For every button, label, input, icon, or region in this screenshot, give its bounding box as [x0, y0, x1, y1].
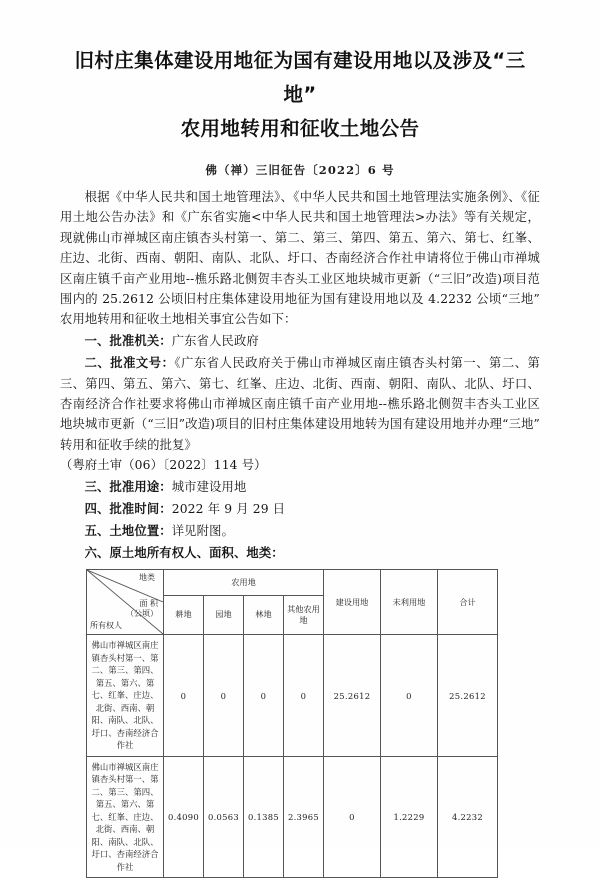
item-value-3: 城市建设用地: [171, 480, 247, 495]
item-label-6: 六、原土地所有权人、面积、地类：: [84, 544, 284, 560]
land-ownership-table: [86, 569, 498, 878]
header-construction-land: 建设用地: [324, 570, 381, 635]
corner-label-land-class: 地类: [139, 573, 155, 583]
table-row: [87, 635, 498, 757]
corner-label-owner: 所有权人: [90, 621, 122, 631]
row-1-unused: 0: [381, 635, 438, 757]
item-label-4: 四、批准时间：: [84, 501, 172, 517]
row-1-construction: 25.2612: [324, 635, 381, 757]
header-cultivated-land: 耕地: [164, 595, 204, 635]
header-other-agricultural-land: 其他农用地: [284, 595, 324, 635]
intro-paragraph: 根据《中华人民共和国土地管理法》、《中华人民共和国土地管理法实施条例》、《征用土地公告办法》和《广东省实施<中华人民共和国土地管理法>办法》等有关规定，现就佛山市禅城区南庄镇杏头村第一、第二、第三、第四、第五、第六、第七、红峯、庄边、北街、西南、朝阳、南队、北队、圩口、杏南经济合作社申请将位于佛山市禅城区南庄镇千亩产业用地--樵乐路北侧贺丰杏头工业区地块城市更新（“三旧”改造)项目范围内的 25.2612 公顷旧村庄集体建设用地征为国有建设用地以及 4.2232 公顷“三地”农用地转用和征收土地相关事宜公告如下：: [60, 190, 540, 327]
corner-label-area-line2: （公顷）: [126, 608, 158, 618]
item-value-5: 详见附图。: [171, 524, 234, 538]
row-2-construction: 0: [324, 756, 381, 878]
row-1-garden: 0: [204, 635, 244, 757]
title-line-1: 旧村庄集体建设用地征为国有建设用地以及涉及“三地”: [74, 49, 526, 106]
row-owner-2: 佛山市禅城区南庄镇杏头村第一、第二、第三、第四、第五、第六、第七、红峯、庄边、北街、西南、朝阳、南队、北队、圩口、杏南经济合作社: [87, 756, 164, 878]
row-2-other-agricultural: 2.3965: [284, 756, 324, 878]
page-title: [60, 44, 540, 148]
item-approval-date: [60, 499, 540, 519]
item-label-5: 五、土地位置：: [84, 523, 172, 538]
header-total: 合计: [438, 570, 498, 635]
item-value-1: 广东省人民政府: [171, 334, 259, 349]
row-1-cultivated: 0: [164, 635, 204, 757]
header-agricultural-group: 农用地: [164, 570, 324, 595]
land-table-container: [60, 569, 540, 878]
item-label-2: 二、批准文号：: [84, 355, 175, 371]
corner-label-area: [126, 599, 158, 618]
header-unused-land: 未利用地: [381, 570, 438, 635]
row-1-forest: 0: [244, 635, 284, 757]
header-forest-land: 林地: [244, 595, 284, 635]
document-number: 佛（禅）三旧征告〔2022〕6 号: [205, 163, 395, 177]
table-body: [87, 635, 498, 878]
row-2-unused: 1.2229: [381, 756, 438, 878]
item-approval-doc-number-continuation: （粤府土审（06）〔2022〕114 号）: [60, 458, 267, 473]
item-land-location: [60, 521, 540, 541]
row-1-total: 25.2612: [438, 635, 498, 757]
item-label-1: 一、批准机关：: [84, 333, 172, 349]
item-approved-use: [60, 477, 540, 497]
item-value-2: 《广东省人民政府关于佛山市禅城区南庄镇杏头村第一、第二、第三、第四、第五、第六、第七、红峯、庄边、北街、西南、朝阳、南队、北队、圩口、杏南经济合作社要求将佛山市禅城区南庄镇千亩产业用地--樵乐路北侧贺丰杏头工业区地块城市更新（“三旧”改造)项目的旧村庄集体建设用地转为国有建设用地并办理“三地”转用和征收手续的批复》: [60, 356, 540, 452]
table-row: [87, 756, 498, 878]
item-land-owner-area-class: [60, 543, 540, 563]
header-garden-land: 园地: [204, 595, 244, 635]
item-approval-authority: [60, 331, 540, 351]
title-line-2: 农用地转用和征收土地公告: [180, 117, 420, 140]
table-head: [87, 570, 498, 635]
row-2-total: 4.2232: [438, 756, 498, 878]
corner-label-area-line1: 面 积: [139, 599, 158, 609]
row-2-cultivated: 0.4090: [164, 756, 204, 878]
row-2-forest: 0.1385: [244, 756, 284, 878]
row-owner-1: 佛山市禅城区南庄镇杏头村第一、第二、第三、第四、第五、第六、第七、红峯、庄边、北街、西南、朝阳、南队、北队、圩口、杏南经济合作社: [87, 635, 164, 757]
row-1-other-agricultural: 0: [284, 635, 324, 757]
item-label-3: 三、批准用途：: [84, 479, 172, 495]
item-value-4: 2022 年 9 月 29 日: [171, 502, 286, 517]
row-2-garden: 0.0563: [204, 756, 244, 878]
item-approval-doc-number: [60, 353, 540, 455]
corner-diagonal-header-cell: [87, 570, 164, 635]
table-header-row-1: [87, 570, 498, 595]
